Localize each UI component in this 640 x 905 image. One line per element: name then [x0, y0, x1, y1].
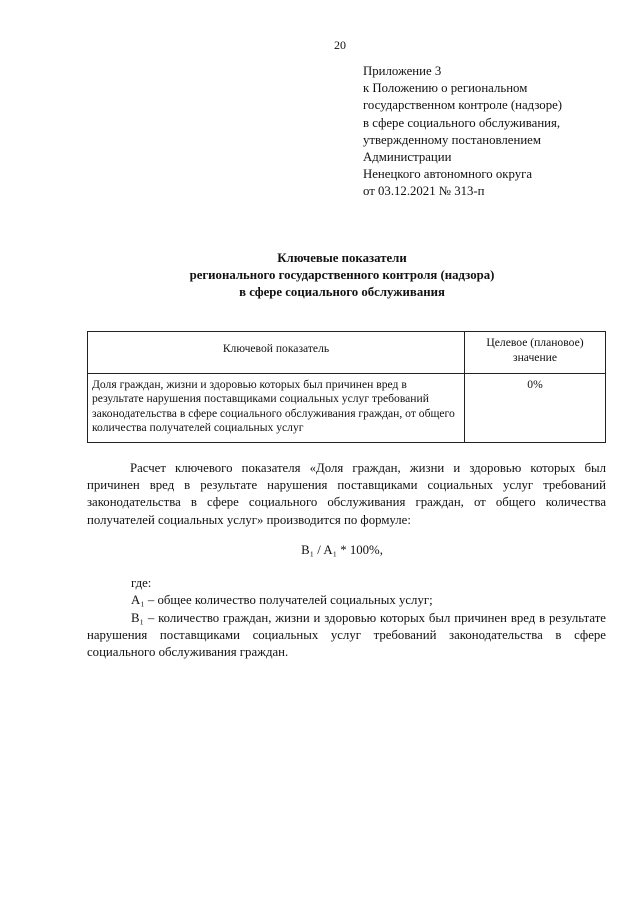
table-row [88, 373, 606, 442]
appendix-line: к Положению о региональном [363, 81, 528, 96]
header-indicator: Ключевой показатель [88, 332, 465, 374]
where-label: где: [131, 576, 152, 590]
appendix-header [363, 63, 562, 201]
appendix-line: в сфере социального обслуживания, [363, 115, 561, 130]
table-header-row [88, 332, 606, 374]
title-line: Ключевые показатели [277, 251, 407, 265]
page-number: 20 [334, 38, 346, 52]
document-title [0, 250, 640, 302]
target-value-cell: 0% [465, 373, 606, 442]
title-line: регионального государственного контроля (надзора) [189, 268, 495, 283]
title-line: в сфере социального обслуживания [239, 285, 445, 300]
definition-b: B₁ – количество граждан, жизни и здоровью которых был причинен вред в результате нарушения поставщиками социальных услуг требований законодательства в сфере социального обслуживания граждан. [87, 611, 606, 660]
appendix-line: Администрации [363, 150, 452, 165]
header-target-value: Целевое (плановое) значение [465, 332, 606, 374]
appendix-line: государственном контроле (надзоре) [363, 98, 563, 113]
calculation-text: Расчет ключевого показателя «Доля граждан, жизни и здоровью которых был причинен вред в результате нарушения поставщиками социальных услуг требований законодательства в сфере социального обслуживания граждан, от общего количества получателей социальных услуг» производится по формуле: [87, 461, 606, 527]
appendix-line: Ненецкого автономного округа [363, 167, 533, 182]
appendix-line: утвержденному постановлением [363, 132, 541, 147]
indicator-cell: Доля граждан, жизни и здоровью которых был причинен вред в результате нарушения поставщиками социальных услуг требований законодательства в сфере социального обслуживания граждан, от общего количества получателей социальных услуг [88, 373, 465, 442]
formula: B₁ / A₁ * 100%, [301, 543, 383, 557]
kpi-table [87, 331, 606, 443]
calculation-paragraph [87, 460, 606, 529]
appendix-line: от 03.12.2021 № 313-п [363, 184, 485, 199]
appendix-line: Приложение 3 [363, 64, 442, 78]
definition-a: A₁ – общее количество получателей социальных услуг; [131, 593, 433, 607]
